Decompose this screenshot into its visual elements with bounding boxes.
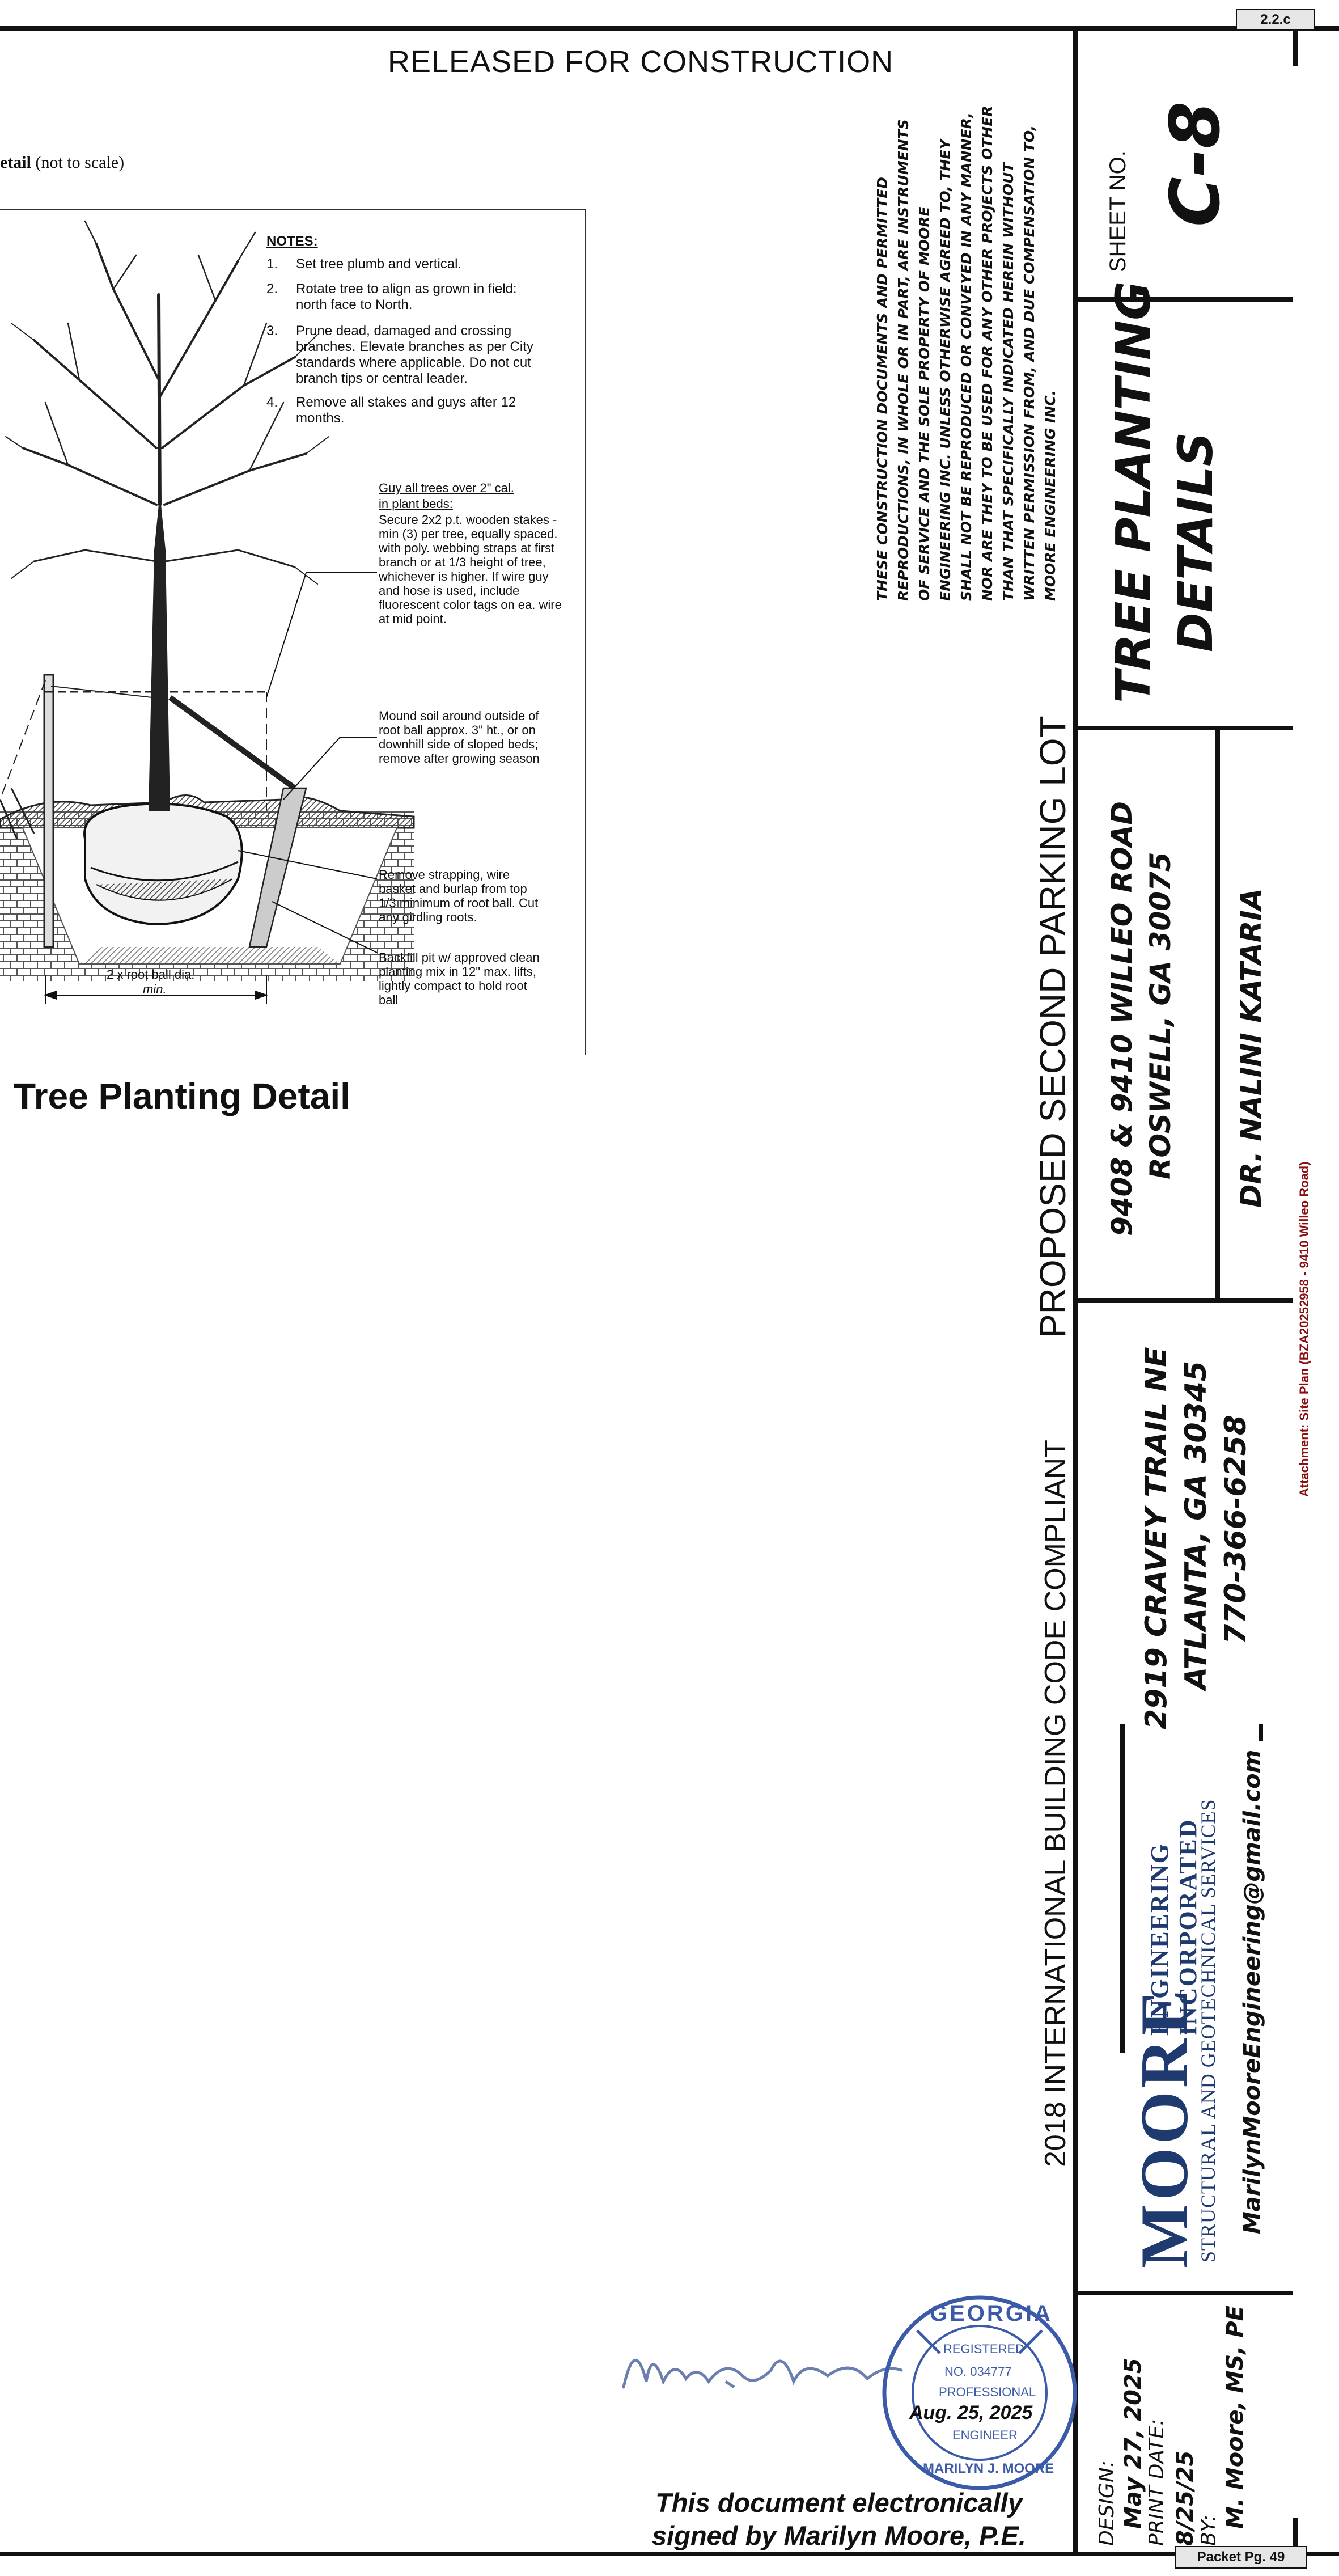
- firm-logo-engineering: ENGINEERING: [1146, 1843, 1173, 2036]
- detail-scale-bold: etail: [0, 153, 31, 172]
- detail-title: Tree Planting Detail: [14, 1076, 350, 1116]
- dimension-min-label: min.: [143, 982, 167, 996]
- electronic-signature-notice: [635, 2486, 1043, 2552]
- disclaimer-line: THAN THAT SPECIFICALLY INDICATED HEREIN WITHOUT: [1000, 162, 1016, 601]
- signature-date: Aug. 25, 2025: [909, 2402, 1033, 2423]
- print-date-label: PRINT DATE:: [1145, 2418, 1168, 2546]
- print-date: 8/25/25: [1172, 2450, 1198, 2546]
- notice-line-2: signed by Marilyn Moore, P.E.: [652, 2520, 1026, 2550]
- notice-line-1: This document electronically: [655, 2488, 1023, 2518]
- sheet-title-line-1: TREE PLANTING: [1105, 281, 1161, 703]
- disclaimer-line: WRITTEN PERMISSION FROM, AND DUE COMPENSATION TO,: [1021, 125, 1037, 601]
- disclaimer-line: NOR ARE THEY TO BE USED FOR ANY OTHER PROJECTS OTHER: [979, 105, 995, 601]
- attachment-label: Attachment: Site Plan (BZA20252958 - 9410 Willeo Road): [1297, 1161, 1311, 1497]
- firm-phone: 770-366-6258: [1219, 1415, 1253, 1644]
- seal-number: NO. 034777: [944, 2364, 1012, 2379]
- sheet-number: C-8: [1156, 101, 1235, 227]
- sheet-top-border: [0, 26, 1339, 31]
- disclaimer-block: [872, 34, 1065, 601]
- note-item: 4. Remove all stakes and guys after 12 months.: [266, 395, 516, 426]
- disclaimer-line: REPRODUCTIONS, IN WHOLE OR IN PART, ARE INSTRUMENTS: [895, 119, 912, 601]
- seal-holder-name: MARILYN J. MOORE: [923, 2461, 1054, 2476]
- site-address-line-2: ROSWELL, GA 30075: [1144, 852, 1177, 1179]
- guy-heading-2: in plant beds:: [379, 497, 453, 511]
- sheet-bottom-border: [0, 2552, 1339, 2556]
- notes-heading: NOTES:: [266, 234, 318, 249]
- guy-callout: Secure 2x2 p.t. wooden stakes - min (3) per tree, equally spaced. with poly. webbing straps at first branch or at 1/3 height of tree, whichever is higher. If wire guy and hose is used, include fluorescent color tags on ea. wire at mid point.: [379, 513, 562, 626]
- firm-logo-main: MOORE: [1126, 1986, 1202, 2268]
- disclaimer-line: THESE CONSTRUCTION DOCUMENTS AND PERMITTED: [874, 177, 891, 601]
- firm-address-line-1: 2919 CRAVEY TRAIL NE: [1139, 1347, 1173, 1729]
- note-item: 3. Prune dead, damaged and crossing branches. Elevate branches as per City standards where applicable. Do not cut branch tips or central leader.: [266, 323, 533, 386]
- firm-address-line-2: ATLANTA, GA 30345: [1179, 1360, 1213, 1690]
- site-address-line-1: 9408 & 9410 WILLEO ROAD: [1105, 801, 1138, 1236]
- guy-heading-1: Guy all trees over 2" cal.: [379, 481, 514, 495]
- detail-scale-label: [0, 153, 124, 172]
- divider-site-client: [1215, 730, 1220, 1301]
- revision-tag: 2.2.c: [1236, 9, 1315, 31]
- dimension-label: 2 x root ball dia.: [107, 967, 195, 982]
- by-label: BY:: [1197, 2514, 1221, 2546]
- design-date: May 27, 2025: [1120, 2358, 1146, 2529]
- firm-email: MarilynMooreEngineering@gmail.com: [1239, 1749, 1265, 2234]
- firm-services: STRUCTURAL AND GEOTECHNICAL SERVICES: [1197, 1799, 1219, 2262]
- client-name: DR. NALINI KATARIA: [1235, 888, 1268, 1208]
- by-name: M. Moore, MS, PE: [1222, 2305, 1248, 2529]
- released-for-construction: RELEASED FOR CONSTRUCTION: [388, 45, 894, 79]
- notes-list: [266, 256, 550, 438]
- tree-trunk: [149, 493, 170, 811]
- code-compliance-text: 2018 INTERNATIONAL BUILDING CODE COMPLIANT: [1039, 1440, 1072, 2167]
- sheet-no-label: SHEET NO.: [1105, 150, 1130, 272]
- disclaimer-line: OF SERVICE AND THE SOLE PROPERTY OF MOORE: [916, 206, 933, 601]
- divider-sheet-title: [1078, 726, 1293, 730]
- divider-firm-address-b: [1259, 1724, 1263, 1741]
- disclaimer-line: ENGINEERING INC. UNLESS OTHERWISE AGREED TO, THEY: [937, 139, 954, 601]
- engineer-signature: [612, 2325, 907, 2410]
- backfill-callout: Backfill pit w/ approved clean planting mix in 12" max. lifts, lightly compact to hold root ball: [379, 950, 540, 1007]
- strapping-callout: Remove strapping, wire basket and burlap from top 1/3 minimum of root ball. Cut any girdling roots.: [379, 868, 539, 924]
- seal-engineer: ENGINEER: [952, 2428, 1018, 2442]
- packet-page-tag: Packet Pg. 49: [1175, 2546, 1307, 2569]
- seal-state: GEORGIA: [930, 2301, 1053, 2326]
- mound-callout: Mound soil around outside of root ball approx. 3" ht., or on downhill side of sloped beds; remove after growing season: [379, 709, 540, 765]
- divider-site: [1078, 1298, 1293, 1303]
- title-block-left-border: [1073, 26, 1078, 2556]
- firm-logo-incorporated: INCORPORATED: [1174, 1818, 1202, 2036]
- design-label: DESIGN:: [1095, 2460, 1118, 2546]
- seal-professional: PROFESSIONAL: [939, 2385, 1036, 2399]
- divider-design: [1078, 2291, 1293, 2295]
- divider-firm-address: [1120, 1724, 1125, 2053]
- sheet-title-line-2: DETAILS: [1168, 432, 1223, 652]
- note-item: 1. Set tree plumb and vertical.: [266, 256, 462, 272]
- detail-scale-note: (not to scale): [35, 153, 125, 172]
- note-item: 2. Rotate tree to align as grown in field: north face to North.: [266, 281, 517, 312]
- sheet-right-edge: [1293, 26, 1298, 66]
- project-name: PROPOSED SECOND PARKING LOT: [1032, 716, 1073, 1338]
- seal-registered: REGISTERED: [943, 2342, 1025, 2356]
- disclaimer-line: MOORE ENGINEERING INC.: [1042, 390, 1058, 601]
- disclaimer-line: SHALL NOT BE REPRODUCED OR CONVEYED IN ANY MANNER,: [958, 112, 974, 601]
